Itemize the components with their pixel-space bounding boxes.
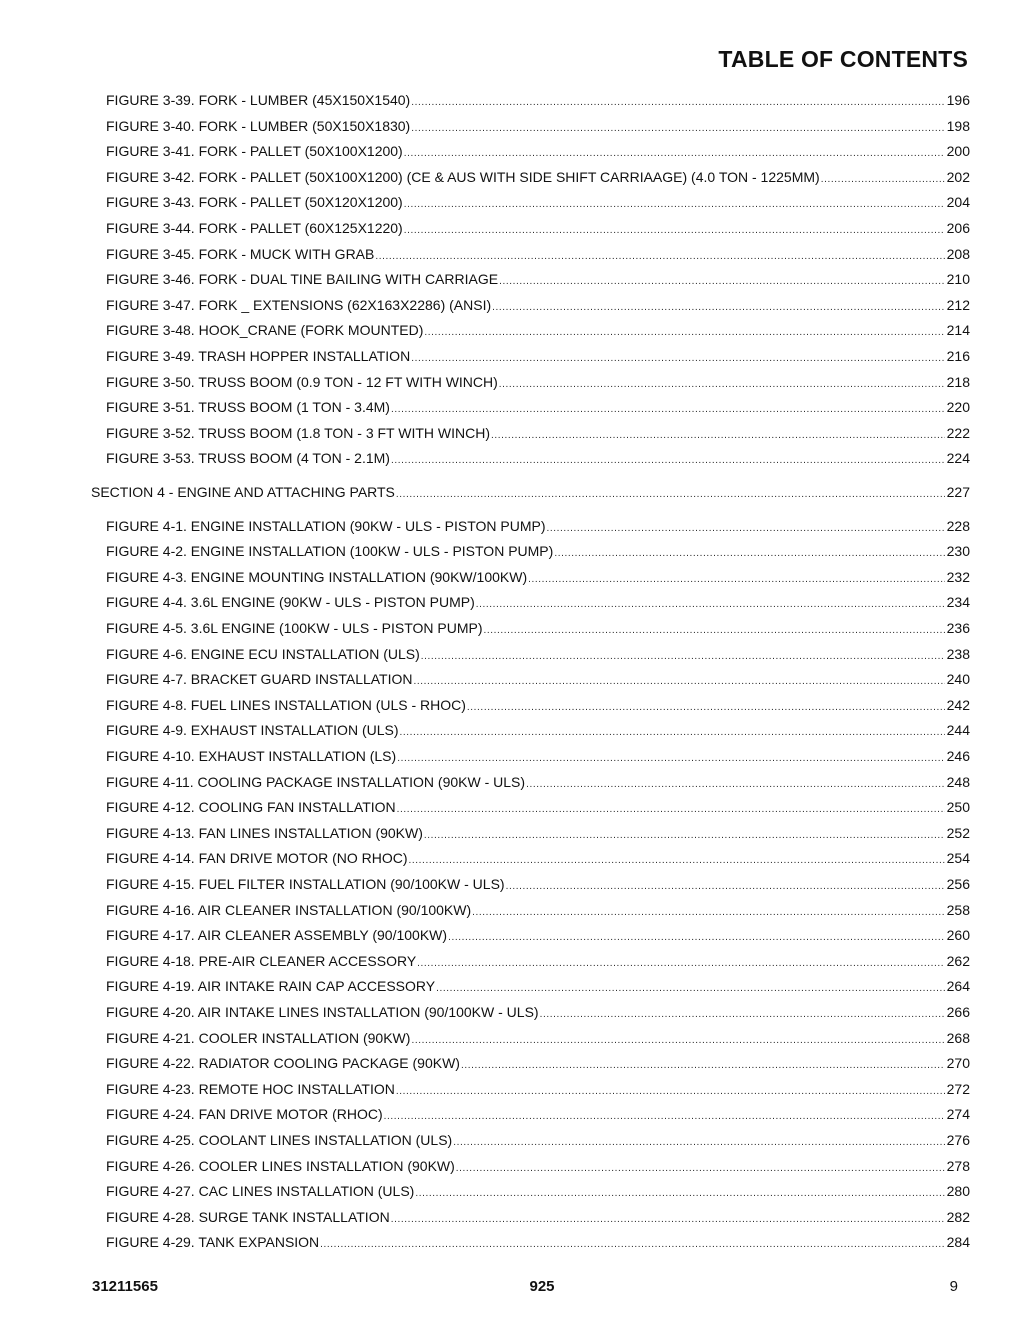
toc-entry-page: 196 xyxy=(946,92,970,108)
toc-entry-page: 274 xyxy=(946,1106,970,1123)
dot-leader xyxy=(320,1235,944,1255)
toc-entry-label: FIGURE 4-14. FAN DRIVE MOTOR (NO RHOC) xyxy=(106,850,408,867)
toc-entry-label: FIGURE 4-9. EXHAUST INSTALLATION (ULS) xyxy=(106,722,399,739)
toc-entry-label: FIGURE 4-21. COOLER INSTALLATION (90KW) xyxy=(106,1029,411,1046)
toc-entry-page: 204 xyxy=(946,194,970,211)
toc-entry-label: FIGURE 3-45. FORK - MUCK WITH GRAB xyxy=(106,245,375,262)
dot-leader xyxy=(554,544,944,564)
toc-figure-entry[interactable] xyxy=(106,192,970,212)
dot-leader xyxy=(375,247,944,267)
dot-leader xyxy=(461,1056,945,1076)
toc-entry-label: FIGURE 4-17. AIR CLEANER ASSEMBLY (90/100KW) xyxy=(106,927,448,944)
toc-figure-entry[interactable] xyxy=(106,295,970,315)
page-title: TABLE OF CONTENTS xyxy=(718,46,968,72)
toc-figure-entry[interactable] xyxy=(106,397,970,417)
toc-figure-entry[interactable] xyxy=(106,541,970,561)
toc-entry-page: 224 xyxy=(946,450,970,467)
toc-entry-label: FIGURE 4-12. COOLING FAN INSTALLATION xyxy=(106,799,396,816)
toc-entry-page: 222 xyxy=(946,424,970,441)
toc-entry-page: 202 xyxy=(946,168,970,185)
dot-leader xyxy=(499,375,945,395)
toc-entry-label: FIGURE 4-3. ENGINE MOUNTING INSTALLATION (90KW/100KW) xyxy=(106,568,528,585)
toc-entry-page: 218 xyxy=(946,373,970,390)
dot-leader xyxy=(456,1159,945,1179)
toc-figure-entry[interactable] xyxy=(106,644,970,664)
toc-figure-entry[interactable] xyxy=(106,90,970,110)
dot-leader xyxy=(467,698,945,718)
toc-entry-page: 244 xyxy=(946,722,970,739)
dot-leader xyxy=(404,144,945,164)
toc-figure-entry[interactable] xyxy=(106,1053,970,1073)
toc-entry-label: FIGURE 3-50. TRUSS BOOM (0.9 TON - 12 FT WITH WINCH) xyxy=(106,373,498,390)
dot-leader xyxy=(547,519,945,539)
toc-entry-page: 262 xyxy=(946,952,970,969)
dot-leader xyxy=(526,775,945,795)
dot-leader xyxy=(506,877,945,897)
toc-figure-entry[interactable] xyxy=(106,848,970,868)
toc-entry-page: 234 xyxy=(946,594,970,611)
toc-figure-entry[interactable] xyxy=(106,516,970,536)
toc-entry-label: SECTION 4 - ENGINE AND ATTACHING PARTS xyxy=(91,484,395,500)
dot-leader xyxy=(409,851,945,871)
toc-entry-label: FIGURE 4-20. AIR INTAKE LINES INSTALLATION (90/100KW - ULS) xyxy=(106,1004,539,1020)
toc-entry-page: 264 xyxy=(946,978,970,995)
dot-leader xyxy=(492,298,945,318)
toc-entry-page: 216 xyxy=(946,348,970,364)
toc-entry-page: 232 xyxy=(946,568,970,585)
toc-entry-page: 276 xyxy=(946,1132,970,1148)
dot-leader xyxy=(540,1005,945,1025)
toc-figure-entry[interactable] xyxy=(106,1104,970,1124)
toc-entry-label: FIGURE 3-44. FORK - PALLET (60X125X1220) xyxy=(106,220,403,236)
toc-entry-label: FIGURE 4-19. AIR INTAKE RAIN CAP ACCESSORY xyxy=(106,978,436,995)
toc-figure-entry[interactable] xyxy=(106,320,970,340)
toc-entry-page: 250 xyxy=(946,799,970,816)
toc-entry-label: FIGURE 4-18. PRE-AIR CLEANER ACCESSORY xyxy=(106,952,417,969)
toc-entry-label: FIGURE 3-53. TRUSS BOOM (4 TON - 2.1M) xyxy=(106,450,390,467)
toc-entry-page: 252 xyxy=(946,824,970,841)
dot-leader xyxy=(424,323,944,343)
toc-figure-entry[interactable] xyxy=(106,141,970,161)
toc-entry-label: FIGURE 4-16. AIR CLEANER INSTALLATION (90/100KW) xyxy=(106,901,472,918)
dot-leader xyxy=(384,1107,945,1127)
toc-entry-label: FIGURE 4-11. COOLING PACKAGE INSTALLATION (90KW - ULS) xyxy=(106,773,526,790)
toc-entry-page: 254 xyxy=(946,850,970,867)
toc-entry-page: 208 xyxy=(946,245,970,262)
toc-entry-page: 246 xyxy=(946,748,970,764)
toc-figure-entry[interactable] xyxy=(106,372,970,392)
toc-figure-entry[interactable] xyxy=(106,823,970,843)
toc-entry-page: 282 xyxy=(946,1208,970,1225)
toc-entry-label: FIGURE 3-49. TRASH HOPPER INSTALLATION xyxy=(106,348,411,364)
toc-entry-page: 214 xyxy=(946,322,970,339)
toc-figure-entry[interactable] xyxy=(106,874,970,894)
toc-entry-label: FIGURE 4-26. COOLER LINES INSTALLATION (90KW) xyxy=(106,1157,455,1174)
toc-figure-entry[interactable] xyxy=(106,720,970,740)
toc-entry-label: FIGURE 4-7. BRACKET GUARD INSTALLATION xyxy=(106,671,413,688)
toc-entry-label: FIGURE 4-2. ENGINE INSTALLATION (100KW - ULS - PISTON PUMP) xyxy=(106,543,554,560)
toc-figure-entry[interactable] xyxy=(106,269,970,289)
dot-leader xyxy=(424,826,945,846)
toc-entry-page: 228 xyxy=(946,517,970,534)
toc-entry-page: 227 xyxy=(946,484,970,500)
dot-leader xyxy=(528,570,945,590)
dot-leader xyxy=(411,349,944,369)
dot-leader xyxy=(400,723,945,743)
toc-entry-label: FIGURE 4-15. FUEL FILTER INSTALLATION (90/100KW - ULS) xyxy=(106,876,505,892)
toc-figure-entry[interactable] xyxy=(106,797,970,817)
toc-entry-label: FIGURE 3-39. FORK - LUMBER (45X150X1540) xyxy=(106,92,411,108)
toc-entry-page: 200 xyxy=(946,143,970,160)
dot-leader xyxy=(404,195,945,215)
dot-leader xyxy=(391,451,945,471)
toc-figure-entry[interactable] xyxy=(106,1207,970,1227)
dot-leader xyxy=(404,221,945,241)
toc-figure-entry[interactable] xyxy=(106,1130,970,1150)
manual-page-number: 925 xyxy=(529,1278,555,1295)
dot-leader xyxy=(484,621,945,641)
toc-entry-label: FIGURE 4-29. TANK EXPANSION xyxy=(106,1234,320,1251)
toc-entry-label: FIGURE 3-46. FORK - DUAL TINE BAILING WITH CARRIAGE xyxy=(106,271,499,288)
toc-entry-page: 240 xyxy=(946,671,970,688)
toc-figure-entry[interactable] xyxy=(106,669,970,689)
toc-entry-label: FIGURE 3-48. HOOK_CRANE (FORK MOUNTED) xyxy=(106,322,424,339)
toc-figure-entry[interactable] xyxy=(106,1002,970,1022)
dot-leader xyxy=(396,485,945,505)
dot-leader xyxy=(491,426,945,446)
toc-entry-page: 230 xyxy=(946,543,970,560)
toc-figure-entry[interactable] xyxy=(106,423,970,443)
toc-entry-label: FIGURE 3-47. FORK _ EXTENSIONS (62X163X2286) (ANSI) xyxy=(106,296,492,313)
toc-figure-entry[interactable] xyxy=(106,167,970,187)
dot-leader xyxy=(411,119,944,139)
dot-leader xyxy=(421,647,945,667)
dot-leader xyxy=(411,93,944,113)
toc-entry-label: FIGURE 4-1. ENGINE INSTALLATION (90KW - ULS - PISTON PUMP) xyxy=(106,517,546,534)
toc-entry-page: 206 xyxy=(946,220,970,236)
dot-leader xyxy=(476,595,945,615)
toc-figure-entry[interactable] xyxy=(106,592,970,612)
toc-entry-page: 284 xyxy=(946,1234,970,1251)
toc-entry-page: 256 xyxy=(946,876,970,892)
dot-leader xyxy=(499,272,945,292)
toc-entry-page: 258 xyxy=(946,901,970,918)
dot-leader xyxy=(391,1210,945,1230)
toc-entry-label: FIGURE 3-52. TRUSS BOOM (1.8 TON - 3 FT WITH WINCH) xyxy=(106,424,491,441)
toc-entry-page: 212 xyxy=(946,296,970,313)
toc-entry-page: 278 xyxy=(946,1157,970,1174)
toc-figure-entry[interactable] xyxy=(106,116,970,136)
toc-entry-page: 198 xyxy=(946,117,970,134)
toc-entry-page: 270 xyxy=(946,1055,970,1072)
toc-entry-label: FIGURE 4-28. SURGE TANK INSTALLATION xyxy=(106,1208,390,1225)
toc-figure-entry[interactable] xyxy=(106,244,970,264)
toc-figure-entry[interactable] xyxy=(106,951,970,971)
toc-figure-entry[interactable] xyxy=(106,1156,970,1176)
toc-figure-entry[interactable] xyxy=(106,1181,970,1201)
dot-leader xyxy=(396,1082,945,1102)
dot-leader xyxy=(415,1184,944,1204)
toc-entry-page: 272 xyxy=(946,1080,970,1097)
toc-figure-entry[interactable] xyxy=(106,567,970,587)
toc-entry-page: 266 xyxy=(946,1004,970,1020)
toc-section-entry[interactable] xyxy=(91,482,970,502)
toc-entry-page: 220 xyxy=(946,399,970,416)
toc-entry-page: 238 xyxy=(946,645,970,662)
toc-figure-entry[interactable] xyxy=(106,900,970,920)
toc-entry-label: FIGURE 3-42. FORK - PALLET (50X100X1200) (CE & AUS WITH SIDE SHIFT CARRIAAGE) (4.0 TON - 1225MM) xyxy=(106,168,820,185)
document-number: 31211565 xyxy=(92,1278,158,1295)
toc-figure-entry[interactable] xyxy=(106,1232,970,1252)
toc-entry-label: FIGURE 3-41. FORK - PALLET (50X100X1200) xyxy=(106,143,403,160)
toc-entry-page: 242 xyxy=(946,696,970,713)
toc-entry-page: 236 xyxy=(946,620,970,636)
toc-entry-label: FIGURE 4-27. CAC LINES INSTALLATION (ULS) xyxy=(106,1183,415,1200)
toc-figure-entry[interactable] xyxy=(106,1028,970,1048)
dot-leader xyxy=(448,928,945,948)
page-number: 9 xyxy=(949,1278,958,1295)
dot-leader xyxy=(821,170,945,190)
dot-leader xyxy=(472,903,944,923)
toc-entry-label: FIGURE 4-8. FUEL LINES INSTALLATION (ULS - RHOC) xyxy=(106,696,466,713)
dot-leader xyxy=(397,800,945,820)
toc-entry-label: FIGURE 4-10. EXHAUST INSTALLATION (LS) xyxy=(106,748,397,764)
toc-entry-label: FIGURE 4-24. FAN DRIVE MOTOR (RHOC) xyxy=(106,1106,383,1123)
toc-entry-page: 280 xyxy=(946,1183,970,1200)
toc-figure-entry[interactable] xyxy=(106,746,970,766)
toc-entry-page: 268 xyxy=(946,1029,970,1046)
dot-leader xyxy=(436,979,945,999)
toc-figure-entry[interactable] xyxy=(106,695,970,715)
toc-entry-page: 260 xyxy=(946,927,970,944)
toc-entry-label: FIGURE 3-43. FORK - PALLET (50X120X1200) xyxy=(106,194,403,211)
toc-entry-label: FIGURE 4-22. RADIATOR COOLING PACKAGE (90KW) xyxy=(106,1055,460,1072)
toc-entry-label: FIGURE 4-25. COOLANT LINES INSTALLATION (ULS) xyxy=(106,1132,453,1148)
toc-entry-label: FIGURE 3-40. FORK - LUMBER (50X150X1830) xyxy=(106,117,411,134)
toc-figure-entry[interactable] xyxy=(106,772,970,792)
toc-entry-label: FIGURE 4-23. REMOTE HOC INSTALLATION xyxy=(106,1080,395,1097)
dot-leader xyxy=(411,1031,944,1051)
dot-leader xyxy=(391,400,945,420)
dot-leader xyxy=(397,749,944,769)
toc-figure-entry[interactable] xyxy=(106,1079,970,1099)
toc-entry-label: FIGURE 4-4. 3.6L ENGINE (90KW - ULS - PISTON PUMP) xyxy=(106,594,475,611)
toc-figure-entry[interactable] xyxy=(106,218,970,238)
toc-entry-label: FIGURE 4-6. ENGINE ECU INSTALLATION (ULS) xyxy=(106,645,420,662)
toc-entry-label: FIGURE 4-5. 3.6L ENGINE (100KW - ULS - PISTON PUMP) xyxy=(106,620,483,636)
toc-figure-entry[interactable] xyxy=(106,618,970,638)
toc-figure-entry[interactable] xyxy=(106,346,970,366)
dot-leader xyxy=(453,1133,944,1153)
toc-entry-page: 210 xyxy=(946,271,970,288)
toc-figure-entry[interactable] xyxy=(106,925,970,945)
toc-entry-page: 248 xyxy=(946,773,970,790)
toc-entry-label: FIGURE 3-51. TRUSS BOOM (1 TON - 3.4M) xyxy=(106,399,390,416)
toc-figure-entry[interactable] xyxy=(106,976,970,996)
toc-entry-label: FIGURE 4-13. FAN LINES INSTALLATION (90KW) xyxy=(106,824,423,841)
dot-leader xyxy=(417,954,944,974)
toc-figure-entry[interactable] xyxy=(106,448,970,468)
dot-leader xyxy=(414,672,945,692)
